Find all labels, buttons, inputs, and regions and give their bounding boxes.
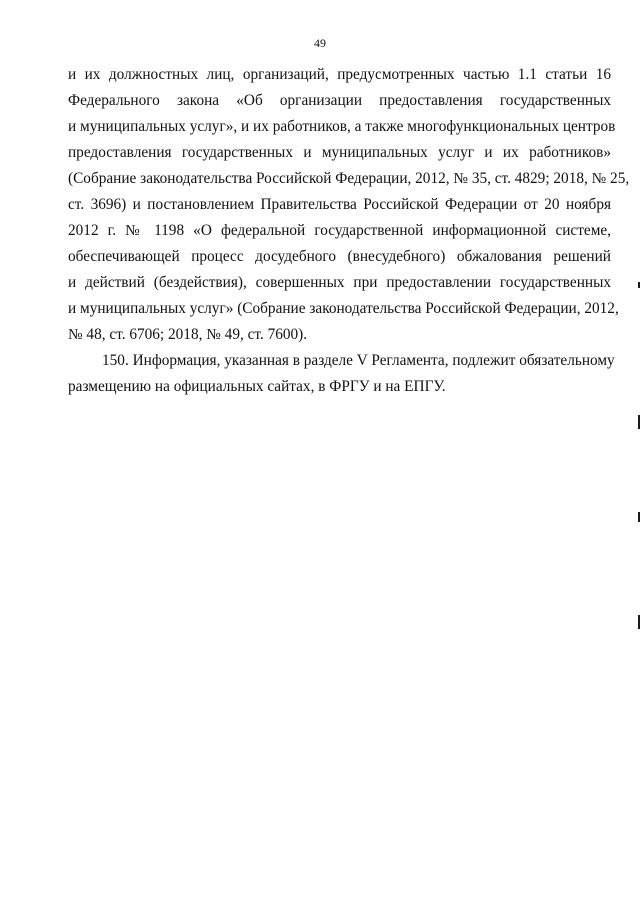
text-line: размещению на официальных сайтах, в ФРГУ и на ЕПГУ. [68, 378, 446, 395]
text-line: 150. Информация, указанная в разделе V Регламента, подлежит обязательному [102, 352, 615, 369]
page-number: 49 [314, 36, 326, 50]
paragraph-continuation [68, 62, 630, 348]
text-line: обеспечивающей процесс досудебного (внесудебного) обжалования решений [68, 248, 611, 265]
text-line: предоставления государственных и муниципальных услуг и их работников» [68, 144, 611, 161]
text-line: (Собрание законодательства Российской Федерации, 2012, № 35, ст. 4829; 2018, № 25, [68, 170, 630, 187]
text-line: № 48, ст. 6706; 2018, № 49, ст. 7600). [68, 326, 308, 343]
text-line: ст. 3696) и постановлением Правительства Российской Федерации от 20 ноября [68, 196, 611, 213]
text-line: и их должностных лиц, организаций, предусмотренных частью 1.1 статьи 16 [68, 66, 611, 83]
paragraph-150 [68, 348, 615, 400]
text-line: и муниципальных услуг» (Собрание законодательства Российской Федерации, 2012, [68, 300, 619, 317]
text-line: 2012 г. № 1198 «О федеральной государственной информационной системе, [68, 222, 611, 239]
document-body [68, 62, 630, 400]
text-line: и действий (бездействия), совершенных при предоставлении государственных [68, 274, 611, 291]
text-line: Федерального закона «Об организации предоставления государственных [68, 92, 611, 109]
text-line: и муниципальных услуг», и их работников, а также многофункциональных центров [68, 118, 616, 135]
